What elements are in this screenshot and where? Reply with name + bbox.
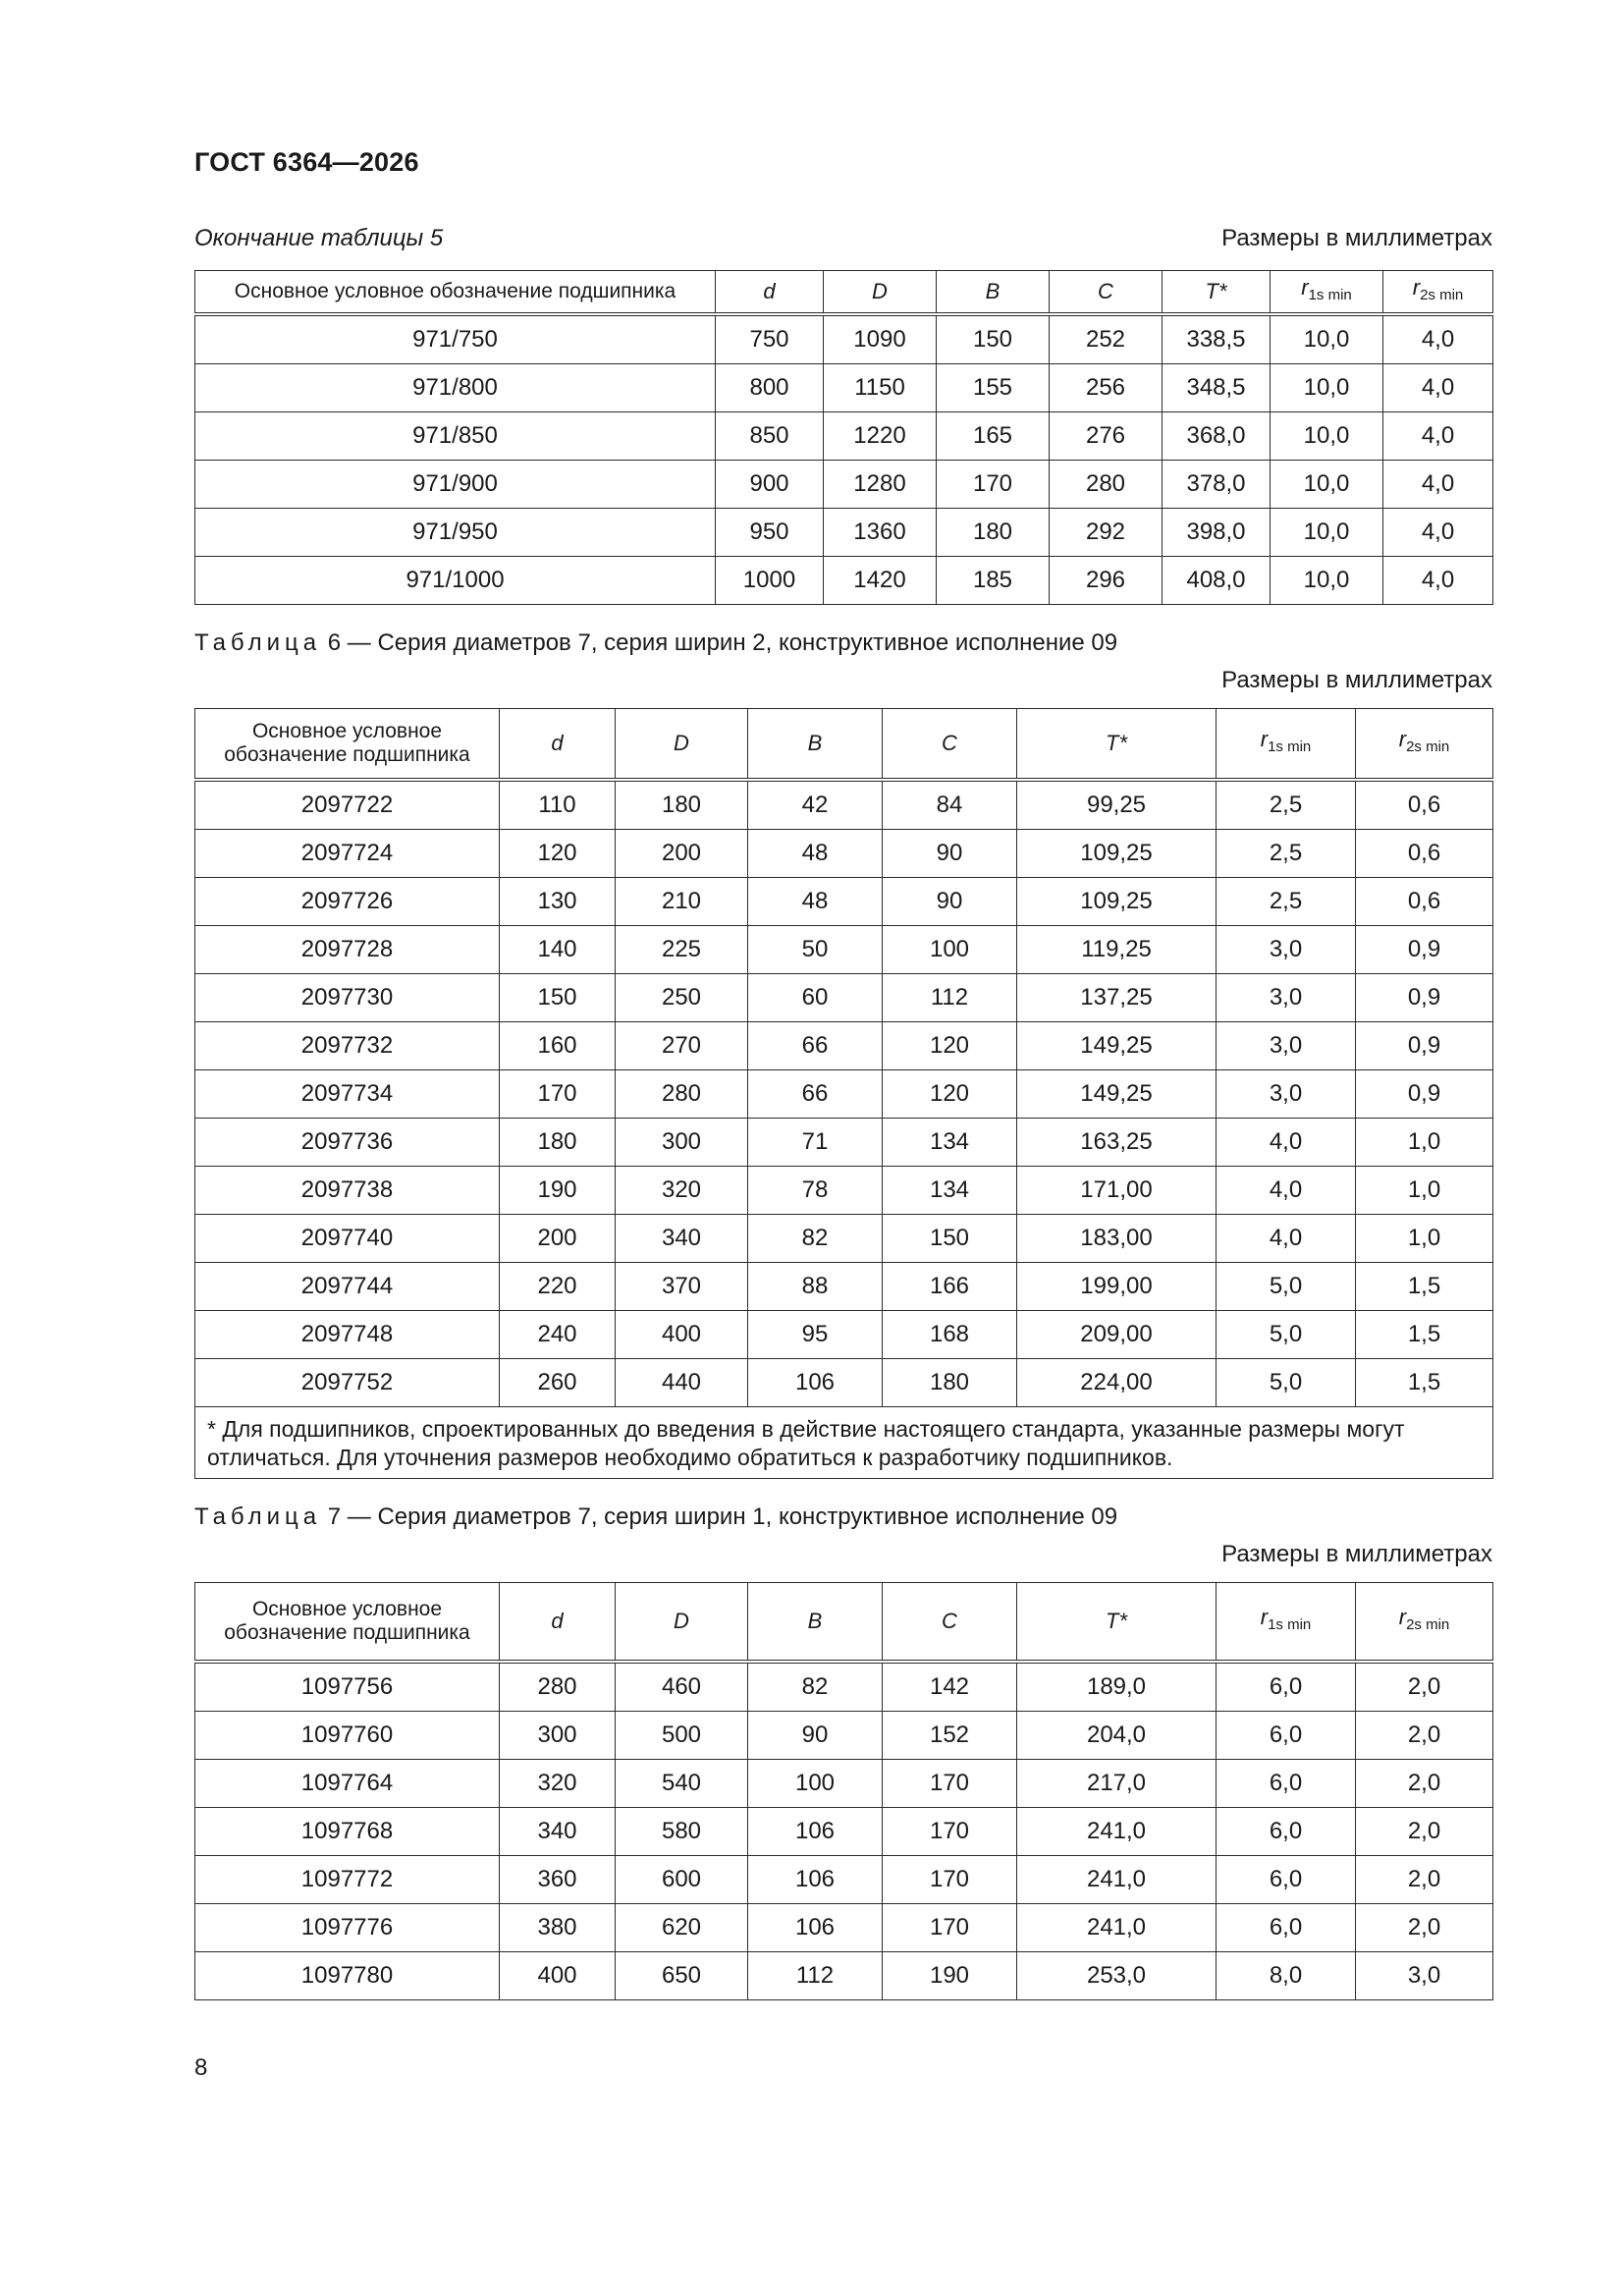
r1-subscript: 1s min — [1308, 286, 1352, 303]
cell-d: 280 — [500, 1662, 616, 1712]
cell-designation: 971/750 — [195, 314, 716, 364]
cell-d: 850 — [716, 411, 824, 460]
cell-d: 190 — [500, 1166, 616, 1214]
cell-d: 130 — [500, 877, 616, 925]
table-row — [195, 460, 1493, 508]
page-number: 8 — [194, 2054, 208, 2081]
table-row — [195, 1118, 1493, 1166]
cell-C: 134 — [883, 1118, 1017, 1166]
header-r1s-min — [1271, 271, 1383, 314]
r1-symbol: r — [1260, 726, 1269, 751]
cell-designation: 2097734 — [195, 1069, 500, 1118]
cell-r2s-min: 2,0 — [1356, 1855, 1493, 1903]
cell-D: 180 — [616, 780, 748, 830]
cell-T: 224,00 — [1017, 1358, 1217, 1406]
cell-designation: 1097764 — [195, 1759, 500, 1807]
cell-C: 112 — [883, 973, 1017, 1021]
cell-d: 900 — [716, 460, 824, 508]
cell-C: 84 — [883, 780, 1017, 830]
cell-r1s-min: 10,0 — [1271, 363, 1383, 411]
cell-d: 380 — [500, 1903, 616, 1951]
cell-designation: 2097738 — [195, 1166, 500, 1214]
cell-T: 137,25 — [1017, 973, 1217, 1021]
cell-designation: 2097736 — [195, 1118, 500, 1166]
table-row — [195, 1310, 1493, 1358]
table5-units: Размеры в миллиметрах — [1221, 225, 1492, 251]
cell-B: 106 — [748, 1855, 883, 1903]
header-C: C — [883, 709, 1017, 780]
cell-C: 170 — [883, 1759, 1017, 1807]
r2-subscript: 2s min — [1420, 286, 1464, 303]
cell-r1s-min: 3,0 — [1217, 1069, 1356, 1118]
table-row — [195, 1214, 1493, 1262]
table-row — [195, 1262, 1493, 1310]
header-d: d — [500, 1583, 616, 1662]
cell-T: 149,25 — [1017, 1069, 1217, 1118]
cell-D: 200 — [616, 829, 748, 877]
cell-d: 400 — [500, 1951, 616, 1999]
cell-r2s-min: 1,5 — [1356, 1262, 1493, 1310]
cell-d: 110 — [500, 780, 616, 830]
cell-C: 134 — [883, 1166, 1017, 1214]
header-T: T* — [1017, 1583, 1217, 1662]
cell-B: 90 — [748, 1711, 883, 1759]
cell-r2s-min: 0,9 — [1356, 1021, 1493, 1069]
r2-subscript: 2s min — [1406, 1615, 1450, 1633]
cell-r1s-min: 5,0 — [1217, 1262, 1356, 1310]
header-d: d — [716, 271, 824, 314]
cell-r1s-min: 2,5 — [1217, 829, 1356, 877]
table6-caption — [194, 629, 1117, 657]
table-row — [195, 1711, 1493, 1759]
cell-B: 48 — [748, 829, 883, 877]
cell-B: 180 — [937, 508, 1050, 556]
table-row — [195, 1759, 1493, 1807]
cell-r1s-min: 6,0 — [1217, 1807, 1356, 1855]
table6-caption-text: 6 — Серия диаметров 7, серия ширин 2, конструктивное исполнение 09 — [321, 629, 1118, 656]
cell-C: 190 — [883, 1951, 1017, 1999]
table-row — [195, 411, 1493, 460]
cell-r2s-min: 0,6 — [1356, 877, 1493, 925]
cell-designation: 1097776 — [195, 1903, 500, 1951]
cell-designation: 1097768 — [195, 1807, 500, 1855]
cell-designation: 1097760 — [195, 1711, 500, 1759]
cell-B: 155 — [937, 363, 1050, 411]
cell-r2s-min: 4,0 — [1383, 556, 1493, 604]
table7-caption — [194, 1503, 1117, 1531]
cell-designation: 2097752 — [195, 1358, 500, 1406]
cell-r1s-min: 10,0 — [1271, 411, 1383, 460]
table-row — [195, 508, 1493, 556]
cell-D: 320 — [616, 1166, 748, 1214]
cell-designation: 1097756 — [195, 1662, 500, 1712]
table-row — [195, 973, 1493, 1021]
cell-C: 256 — [1050, 363, 1163, 411]
cell-r2s-min: 2,0 — [1356, 1759, 1493, 1807]
cell-T: 199,00 — [1017, 1262, 1217, 1310]
cell-T: 253,0 — [1017, 1951, 1217, 1999]
cell-r1s-min: 3,0 — [1217, 973, 1356, 1021]
cell-r1s-min: 3,0 — [1217, 925, 1356, 973]
cell-r1s-min: 2,5 — [1217, 780, 1356, 830]
cell-r2s-min: 4,0 — [1383, 314, 1493, 364]
cell-d: 950 — [716, 508, 824, 556]
cell-B: 100 — [748, 1759, 883, 1807]
cell-designation: 2097728 — [195, 925, 500, 973]
cell-d: 340 — [500, 1807, 616, 1855]
cell-C: 120 — [883, 1021, 1017, 1069]
r2-symbol: r — [1398, 726, 1407, 751]
cell-T: 241,0 — [1017, 1855, 1217, 1903]
table5 — [194, 270, 1493, 605]
table7-caption-word: Таблица — [194, 1503, 322, 1530]
cell-C: 166 — [883, 1262, 1017, 1310]
cell-d: 170 — [500, 1069, 616, 1118]
cell-r1s-min: 6,0 — [1217, 1662, 1356, 1712]
cell-d: 180 — [500, 1118, 616, 1166]
cell-r1s-min: 6,0 — [1217, 1855, 1356, 1903]
cell-d: 200 — [500, 1214, 616, 1262]
cell-r2s-min: 4,0 — [1383, 460, 1493, 508]
cell-T: 119,25 — [1017, 925, 1217, 973]
cell-designation: 2097724 — [195, 829, 500, 877]
table-row — [195, 1855, 1493, 1903]
cell-D: 210 — [616, 877, 748, 925]
table-row — [195, 363, 1493, 411]
r2-symbol: r — [1398, 1604, 1407, 1629]
table7-units: Размеры в миллиметрах — [1221, 1541, 1492, 1567]
cell-r2s-min: 2,0 — [1356, 1662, 1493, 1712]
cell-r2s-min: 4,0 — [1383, 411, 1493, 460]
table-row — [195, 1807, 1493, 1855]
cell-D: 280 — [616, 1069, 748, 1118]
cell-C: 168 — [883, 1310, 1017, 1358]
cell-designation: 1097772 — [195, 1855, 500, 1903]
cell-B: 150 — [937, 314, 1050, 364]
cell-D: 250 — [616, 973, 748, 1021]
cell-C: 180 — [883, 1358, 1017, 1406]
cell-B: 82 — [748, 1214, 883, 1262]
cell-B: 170 — [937, 460, 1050, 508]
cell-B: 42 — [748, 780, 883, 830]
table-row — [195, 1358, 1493, 1406]
cell-r2s-min: 4,0 — [1383, 363, 1493, 411]
cell-B: 112 — [748, 1951, 883, 1999]
cell-C: 170 — [883, 1807, 1017, 1855]
cell-r1s-min: 10,0 — [1271, 556, 1383, 604]
cell-T: 183,00 — [1017, 1214, 1217, 1262]
r2-subscript: 2s min — [1406, 738, 1450, 755]
cell-r1s-min: 3,0 — [1217, 1021, 1356, 1069]
cell-B: 106 — [748, 1358, 883, 1406]
cell-r2s-min: 0,6 — [1356, 780, 1493, 830]
cell-D: 620 — [616, 1903, 748, 1951]
cell-r1s-min: 6,0 — [1217, 1759, 1356, 1807]
cell-r2s-min: 1,5 — [1356, 1358, 1493, 1406]
cell-B: 185 — [937, 556, 1050, 604]
cell-C: 276 — [1050, 411, 1163, 460]
header-r1s-min — [1217, 1583, 1356, 1662]
cell-C: 90 — [883, 829, 1017, 877]
table7 — [194, 1582, 1493, 2000]
cell-d: 1000 — [716, 556, 824, 604]
cell-d: 800 — [716, 363, 824, 411]
cell-C: 150 — [883, 1214, 1017, 1262]
cell-designation: 971/900 — [195, 460, 716, 508]
cell-D: 370 — [616, 1262, 748, 1310]
table6-units: Размеры в миллиметрах — [1221, 667, 1492, 693]
cell-C: 296 — [1050, 556, 1163, 604]
cell-C: 170 — [883, 1855, 1017, 1903]
header-T: T* — [1017, 709, 1217, 780]
cell-designation: 971/800 — [195, 363, 716, 411]
table6 — [194, 708, 1493, 1479]
cell-d: 150 — [500, 973, 616, 1021]
cell-designation: 971/1000 — [195, 556, 716, 604]
table6-caption-word: Таблица — [194, 629, 322, 656]
cell-B: 48 — [748, 877, 883, 925]
cell-T: 163,25 — [1017, 1118, 1217, 1166]
cell-r2s-min: 0,6 — [1356, 829, 1493, 877]
cell-T: 217,0 — [1017, 1759, 1217, 1807]
cell-r2s-min: 0,9 — [1356, 925, 1493, 973]
cell-d: 240 — [500, 1310, 616, 1358]
header-r2s-min — [1383, 271, 1493, 314]
cell-B: 78 — [748, 1166, 883, 1214]
header-B: B — [748, 709, 883, 780]
cell-r2s-min: 2,0 — [1356, 1903, 1493, 1951]
cell-T: 209,00 — [1017, 1310, 1217, 1358]
cell-D: 600 — [616, 1855, 748, 1903]
cell-r1s-min: 2,5 — [1217, 877, 1356, 925]
cell-d: 750 — [716, 314, 824, 364]
cell-C: 170 — [883, 1903, 1017, 1951]
cell-T: 338,5 — [1163, 314, 1271, 364]
cell-r2s-min: 1,5 — [1356, 1310, 1493, 1358]
cell-d: 320 — [500, 1759, 616, 1807]
cell-r1s-min: 4,0 — [1217, 1118, 1356, 1166]
cell-D: 225 — [616, 925, 748, 973]
r1-symbol: r — [1301, 274, 1309, 300]
header-D: D — [616, 709, 748, 780]
cell-designation: 1097780 — [195, 1951, 500, 1999]
cell-D: 440 — [616, 1358, 748, 1406]
cell-D: 340 — [616, 1214, 748, 1262]
cell-D: 650 — [616, 1951, 748, 1999]
cell-r2s-min: 4,0 — [1383, 508, 1493, 556]
cell-designation: 2097744 — [195, 1262, 500, 1310]
cell-D: 270 — [616, 1021, 748, 1069]
cell-T: 408,0 — [1163, 556, 1271, 604]
cell-B: 66 — [748, 1069, 883, 1118]
cell-B: 106 — [748, 1903, 883, 1951]
cell-B: 88 — [748, 1262, 883, 1310]
table-row — [195, 1069, 1493, 1118]
header-designation: Основное условное обозначение подшипника — [195, 709, 500, 780]
cell-r2s-min: 1,0 — [1356, 1214, 1493, 1262]
cell-r2s-min: 2,0 — [1356, 1711, 1493, 1759]
table-row — [195, 556, 1493, 604]
cell-D: 460 — [616, 1662, 748, 1712]
cell-r1s-min: 10,0 — [1271, 460, 1383, 508]
header-r2s-min — [1356, 709, 1493, 780]
cell-B: 95 — [748, 1310, 883, 1358]
table7-caption-text: 7 — Серия диаметров 7, серия ширин 1, конструктивное исполнение 09 — [321, 1503, 1118, 1530]
header-B: B — [748, 1583, 883, 1662]
cell-D: 1090 — [824, 314, 937, 364]
header-D: D — [616, 1583, 748, 1662]
cell-T: 378,0 — [1163, 460, 1271, 508]
cell-r1s-min: 5,0 — [1217, 1310, 1356, 1358]
cell-B: 82 — [748, 1662, 883, 1712]
cell-T: 99,25 — [1017, 780, 1217, 830]
cell-designation: 2097740 — [195, 1214, 500, 1262]
cell-D: 1220 — [824, 411, 937, 460]
cell-C: 90 — [883, 877, 1017, 925]
r2-symbol: r — [1412, 274, 1421, 300]
table-row — [195, 1021, 1493, 1069]
cell-r1s-min: 10,0 — [1271, 314, 1383, 364]
cell-r1s-min: 4,0 — [1217, 1214, 1356, 1262]
cell-B: 71 — [748, 1118, 883, 1166]
cell-D: 1280 — [824, 460, 937, 508]
header-d: d — [500, 709, 616, 780]
cell-T: 189,0 — [1017, 1662, 1217, 1712]
table-row — [195, 1662, 1493, 1712]
table-row — [195, 1951, 1493, 1999]
cell-designation: 2097732 — [195, 1021, 500, 1069]
cell-designation: 971/950 — [195, 508, 716, 556]
cell-r2s-min: 2,0 — [1356, 1807, 1493, 1855]
cell-r2s-min: 0,9 — [1356, 1069, 1493, 1118]
table5-caption: Окончание таблицы 5 — [194, 225, 444, 251]
cell-d: 220 — [500, 1262, 616, 1310]
table-row — [195, 925, 1493, 973]
cell-T: 398,0 — [1163, 508, 1271, 556]
cell-T: 109,25 — [1017, 877, 1217, 925]
cell-D: 1360 — [824, 508, 937, 556]
cell-r1s-min: 4,0 — [1217, 1166, 1356, 1214]
cell-d: 140 — [500, 925, 616, 973]
cell-D: 540 — [616, 1759, 748, 1807]
cell-r2s-min: 1,0 — [1356, 1166, 1493, 1214]
cell-r1s-min: 6,0 — [1217, 1903, 1356, 1951]
document-title: ГОСТ 6364—2026 — [194, 147, 419, 177]
cell-r1s-min: 5,0 — [1217, 1358, 1356, 1406]
cell-r2s-min: 0,9 — [1356, 973, 1493, 1021]
cell-r2s-min: 3,0 — [1356, 1951, 1493, 1999]
cell-C: 252 — [1050, 314, 1163, 364]
cell-T: 348,5 — [1163, 363, 1271, 411]
cell-T: 171,00 — [1017, 1166, 1217, 1214]
cell-T: 204,0 — [1017, 1711, 1217, 1759]
header-r2s-min — [1356, 1583, 1493, 1662]
table-row — [195, 829, 1493, 877]
header-T: T* — [1163, 271, 1271, 314]
r1-symbol: r — [1260, 1604, 1269, 1629]
cell-designation: 2097726 — [195, 877, 500, 925]
cell-d: 160 — [500, 1021, 616, 1069]
cell-designation: 971/850 — [195, 411, 716, 460]
table-row — [195, 780, 1493, 830]
cell-C: 142 — [883, 1662, 1017, 1712]
cell-r1s-min: 6,0 — [1217, 1711, 1356, 1759]
cell-D: 300 — [616, 1118, 748, 1166]
table-row — [195, 877, 1493, 925]
header-C: C — [883, 1583, 1017, 1662]
table-row — [195, 314, 1493, 364]
cell-B: 106 — [748, 1807, 883, 1855]
cell-C: 292 — [1050, 508, 1163, 556]
header-B: B — [937, 271, 1050, 314]
cell-designation: 2097748 — [195, 1310, 500, 1358]
cell-D: 580 — [616, 1807, 748, 1855]
cell-designation: 2097722 — [195, 780, 500, 830]
cell-d: 300 — [500, 1711, 616, 1759]
cell-T: 149,25 — [1017, 1021, 1217, 1069]
header-designation: Основное условное обозначение подшипника — [195, 1583, 500, 1662]
cell-D: 400 — [616, 1310, 748, 1358]
cell-T: 109,25 — [1017, 829, 1217, 877]
cell-B: 50 — [748, 925, 883, 973]
cell-d: 120 — [500, 829, 616, 877]
cell-C: 100 — [883, 925, 1017, 973]
cell-B: 66 — [748, 1021, 883, 1069]
table6-footnote: * Для подшипников, спроектированных до введения в действие настоящего стандарта, указанные размеры могут отличаться. Для уточнения размеров необходимо обратиться к разработчику подшипников. — [195, 1406, 1493, 1478]
table-row — [195, 1903, 1493, 1951]
cell-T: 241,0 — [1017, 1903, 1217, 1951]
cell-C: 152 — [883, 1711, 1017, 1759]
cell-B: 60 — [748, 973, 883, 1021]
cell-designation: 2097730 — [195, 973, 500, 1021]
cell-B: 165 — [937, 411, 1050, 460]
table-row — [195, 1166, 1493, 1214]
cell-d: 260 — [500, 1358, 616, 1406]
cell-T: 241,0 — [1017, 1807, 1217, 1855]
cell-r1s-min: 8,0 — [1217, 1951, 1356, 1999]
cell-T: 368,0 — [1163, 411, 1271, 460]
cell-C: 120 — [883, 1069, 1017, 1118]
cell-C: 280 — [1050, 460, 1163, 508]
header-designation: Основное условное обозначение подшипника — [195, 271, 716, 314]
cell-D: 500 — [616, 1711, 748, 1759]
r1-subscript: 1s min — [1268, 1615, 1312, 1633]
cell-D: 1150 — [824, 363, 937, 411]
header-D: D — [824, 271, 937, 314]
cell-r2s-min: 1,0 — [1356, 1118, 1493, 1166]
cell-d: 360 — [500, 1855, 616, 1903]
cell-D: 1420 — [824, 556, 937, 604]
cell-r1s-min: 10,0 — [1271, 508, 1383, 556]
header-C: C — [1050, 271, 1163, 314]
r1-subscript: 1s min — [1268, 738, 1312, 755]
header-r1s-min — [1217, 709, 1356, 780]
